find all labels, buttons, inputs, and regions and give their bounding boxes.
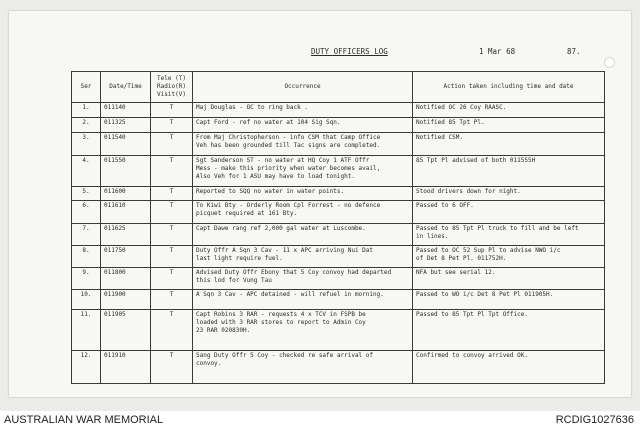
cell-date-time: 011625 bbox=[101, 223, 151, 245]
page-number: 87. bbox=[567, 47, 581, 56]
cell-contact-mode: T bbox=[151, 187, 193, 201]
cell-occurrence: Capt Ford - ref no water at 104 Sig Sqn. bbox=[193, 118, 413, 133]
cell-contact-mode: T bbox=[151, 268, 193, 290]
cell-date-time: 011900 bbox=[101, 290, 151, 310]
column-header-tele-radio-visit: Tele (T) Radio(R) Visit(V) bbox=[151, 72, 193, 103]
cell-contact-mode: T bbox=[151, 223, 193, 245]
cell-serial: 5. bbox=[72, 187, 101, 201]
cell-serial: 3. bbox=[72, 133, 101, 155]
cell-date-time: 011905 bbox=[101, 310, 151, 351]
cell-contact-mode: T bbox=[151, 133, 193, 155]
cell-occurrence: Duty Offr A Sqn 3 Cav - 11 x APC arriving Nui Dat last light require fuel. bbox=[193, 245, 413, 267]
cell-date-time: 011800 bbox=[101, 268, 151, 290]
cell-action-taken: Passed to OC 52 Sup Pl to advise NWO i/c of Det 8 Pet Pl. 011752H. bbox=[413, 245, 605, 267]
table-row bbox=[72, 223, 605, 245]
cell-serial: 9. bbox=[72, 268, 101, 290]
cell-date-time: 011140 bbox=[101, 103, 151, 118]
table-row bbox=[72, 201, 605, 223]
cell-date-time: 011910 bbox=[101, 351, 151, 384]
cell-action-taken: Notified CSM. bbox=[413, 133, 605, 155]
cell-serial: 7. bbox=[72, 223, 101, 245]
cell-date-time: 011325 bbox=[101, 118, 151, 133]
cell-action-taken: Passed to 85 Tpt Pl truck to fill and be left in lines. bbox=[413, 223, 605, 245]
table-body bbox=[72, 103, 605, 384]
table-row bbox=[72, 103, 605, 118]
cell-action-taken: Stood drivers down for night. bbox=[413, 187, 605, 201]
cell-contact-mode: T bbox=[151, 155, 193, 187]
column-header-ser: Ser bbox=[72, 72, 101, 103]
column-header-date-time: Date/Time bbox=[101, 72, 151, 103]
cell-action-taken: Confirmed to convoy arrived OK. bbox=[413, 351, 605, 384]
cell-occurrence: Capt Dawe rang ref 2,000 gal water at Luscombe. bbox=[193, 223, 413, 245]
column-header-occurrence: Occurrence bbox=[193, 72, 413, 103]
cell-occurrence: Maj Douglas - OC to ring back . bbox=[193, 103, 413, 118]
cell-serial: 10. bbox=[72, 290, 101, 310]
cell-serial: 6. bbox=[72, 201, 101, 223]
column-header-action-taken: Action taken including time and date bbox=[413, 72, 605, 103]
cell-serial: 1. bbox=[72, 103, 101, 118]
cell-action-taken: Notified 85 Tpt Pl. bbox=[413, 118, 605, 133]
cell-action-taken: Passed to 6 OFF. bbox=[413, 201, 605, 223]
cell-action-taken: Notified OC 26 Coy RAASC. bbox=[413, 103, 605, 118]
cell-occurrence: Sgt Sanderson ST - no water at HQ Coy 1 ATF Offr Mess - make this priority when water becomes avail, Also Veh for 1 ASU may have to load tonight. bbox=[193, 155, 413, 187]
cell-action-taken: 85 Tpt Pl advised of both 011555H bbox=[413, 155, 605, 187]
log-date: 1 Mar 68 bbox=[479, 47, 516, 56]
cell-contact-mode: T bbox=[151, 118, 193, 133]
cell-date-time: 011550 bbox=[101, 155, 151, 187]
log-title: DUTY OFFICERS LOG bbox=[311, 47, 388, 56]
duty-log-table bbox=[71, 71, 605, 384]
cell-occurrence: Sang Duty Offr 5 Coy - checked re safe arrival of convoy. bbox=[193, 351, 413, 384]
cell-contact-mode: T bbox=[151, 290, 193, 310]
table-row bbox=[72, 268, 605, 290]
table-row bbox=[72, 133, 605, 155]
log-sheet bbox=[9, 11, 631, 397]
cell-occurrence: To Kiwi Bty - Orderly Room Cpl Forrest - no defence picquet required at 161 Bty. bbox=[193, 201, 413, 223]
cell-date-time: 011750 bbox=[101, 245, 151, 267]
cell-occurrence: Reported to SQQ no water in water points. bbox=[193, 187, 413, 201]
table-row bbox=[72, 118, 605, 133]
cell-date-time: 011600 bbox=[101, 187, 151, 201]
cell-serial: 2. bbox=[72, 118, 101, 133]
footer-bar bbox=[0, 411, 640, 429]
table-header-row bbox=[72, 72, 605, 103]
cell-occurrence: Advised Duty Offr Ebony that 5 Coy convoy had departed this lod for Vung Tau bbox=[193, 268, 413, 290]
table-row bbox=[72, 290, 605, 310]
cell-contact-mode: T bbox=[151, 103, 193, 118]
punch-hole bbox=[604, 57, 615, 68]
cell-occurrence: A Sqn 3 Cav - APC detained - will refuel in morning. bbox=[193, 290, 413, 310]
table-row bbox=[72, 351, 605, 384]
cell-contact-mode: T bbox=[151, 351, 193, 384]
cell-contact-mode: T bbox=[151, 245, 193, 267]
cell-action-taken: Passed to WO i/c Det 8 Pet Pl 011905H. bbox=[413, 290, 605, 310]
table-row bbox=[72, 245, 605, 267]
cell-action-taken: NFA but see serial 12. bbox=[413, 268, 605, 290]
cell-occurrence: Capt Robins 3 RAR - requests 4 x TCV in FSPB be loaded with 3 RAR stores to report to Admin Coy 23 RAR 020830H. bbox=[193, 310, 413, 351]
cell-serial: 12. bbox=[72, 351, 101, 384]
cell-occurrence: From Maj Christopherson - info CSM that Camp Office Veh has been grounded till Tac signs are completed. bbox=[193, 133, 413, 155]
table-row bbox=[72, 187, 605, 201]
footer-record-id: RCDIG1027636 bbox=[555, 414, 634, 426]
cell-serial: 11. bbox=[72, 310, 101, 351]
cell-date-time: 011610 bbox=[101, 201, 151, 223]
table-row bbox=[72, 310, 605, 351]
cell-date-time: 011540 bbox=[101, 133, 151, 155]
cell-contact-mode: T bbox=[151, 310, 193, 351]
table-row bbox=[72, 155, 605, 187]
footer-source-label: AUSTRALIAN WAR MEMORIAL bbox=[4, 414, 164, 426]
cell-serial: 4. bbox=[72, 155, 101, 187]
cell-serial: 8. bbox=[72, 245, 101, 267]
cell-contact-mode: T bbox=[151, 201, 193, 223]
cell-action-taken: Passed to 85 Tpt Pl Tpt Office. bbox=[413, 310, 605, 351]
